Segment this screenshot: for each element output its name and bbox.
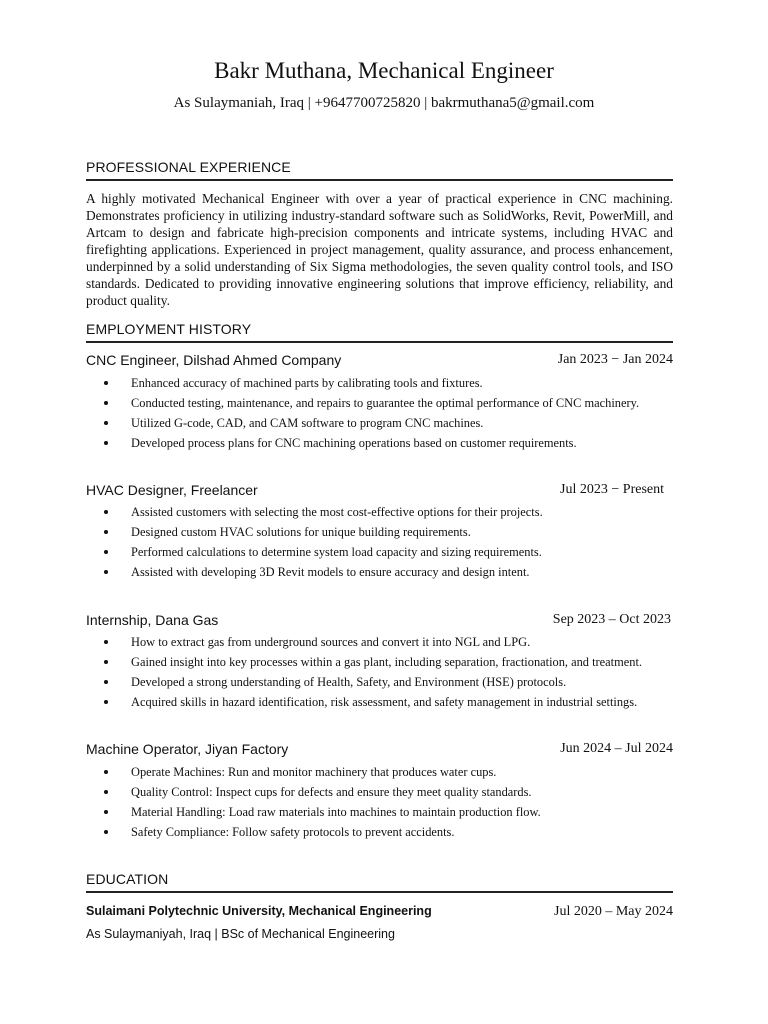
- job-date: Jan 2023 − Jan 2024: [557, 352, 673, 367]
- professional-summary: A highly motivated Mechanical Engineer with over a year of practical experience in CNC machining. Demonstrates proficiency in utilizing industry-standard software such as SolidWorks, Revit, PowerMill, and Artcam to design and fabricate high-precision components and intricate systems, including HVAC and firefighting applications. Experienced in project management, quality assurance, and process enhancement, underpinned by a solid understanding of Six Sigma methodologies, the seven quality control tools, and ISO standards. Dedicated to providing innovative engineering solutions that improve efficiency, reliability, and product quality.: [86, 191, 673, 308]
- list-item: Designed custom HVAC solutions for unique building requirements.: [86, 522, 676, 542]
- list-item: Safety Compliance: Follow safety protocols to prevent accidents.: [86, 822, 676, 842]
- job-title: Machine Operator, Jiyan Factory: [86, 741, 289, 757]
- list-item: How to extract gas from underground sources and convert it into NGL and LPG.: [86, 632, 676, 652]
- job-bullet-list: [86, 373, 676, 453]
- job-title: Internship, Dana Gas: [86, 612, 219, 628]
- job-date: Jun 2024 – Jul 2024: [560, 741, 673, 756]
- job-title: CNC Engineer, Dilshad Ahmed Company: [86, 352, 342, 368]
- education-school: Sulaimani Polytechnic University, Mechanical Engineering: [86, 904, 432, 918]
- candidate-name: Bakr Muthana, Mechanical Engineer: [214, 58, 554, 83]
- list-item: Performed calculations to determine system load capacity and sizing requirements.: [86, 542, 676, 562]
- job-bullet-list: [86, 762, 676, 842]
- list-item: Gained insight into key processes within a gas plant, including separation, fractionation, and treatment.: [86, 652, 676, 672]
- job-date: Sep 2023 – Oct 2023: [552, 612, 671, 627]
- section-title-professional-experience: PROFESSIONAL EXPERIENCE: [86, 159, 673, 181]
- contact-line: As Sulaymaniah, Iraq | +9647700725820 | bakrmuthana5@gmail.com: [173, 95, 595, 111]
- list-item: Developed process plans for CNC machining operations based on customer requirements.: [86, 433, 676, 453]
- job-date: Jul 2023 − Present: [560, 482, 664, 497]
- list-item: Assisted customers with selecting the most cost-effective options for their projects.: [86, 502, 676, 522]
- job-title: HVAC Designer, Freelancer: [86, 482, 258, 498]
- section-title-employment-history: EMPLOYMENT HISTORY: [86, 321, 673, 343]
- job-bullet-list: [86, 502, 676, 582]
- education-date: Jul 2020 – May 2024: [554, 904, 673, 919]
- education-detail: As Sulaymaniyah, Iraq | BSc of Mechanical Engineering: [86, 927, 395, 941]
- list-item: Enhanced accuracy of machined parts by calibrating tools and fixtures.: [86, 373, 676, 393]
- list-item: Developed a strong understanding of Health, Safety, and Environment (HSE) protocols.: [86, 672, 676, 692]
- list-item: Assisted with developing 3D Revit models to ensure accuracy and design intent.: [86, 562, 676, 582]
- section-title-education: EDUCATION: [86, 871, 673, 893]
- list-item: Quality Control: Inspect cups for defects and ensure they meet quality standards.: [86, 782, 676, 802]
- list-item: Utilized G-code, CAD, and CAM software to program CNC machines.: [86, 413, 676, 433]
- list-item: Operate Machines: Run and monitor machinery that produces water cups.: [86, 762, 676, 782]
- list-item: Conducted testing, maintenance, and repairs to guarantee the optimal performance of CNC machinery.: [86, 393, 676, 413]
- list-item: Material Handling: Load raw materials into machines to maintain production flow.: [86, 802, 676, 822]
- list-item: Acquired skills in hazard identification, risk assessment, and safety management in industrial settings.: [86, 692, 676, 712]
- job-bullet-list: [86, 632, 676, 712]
